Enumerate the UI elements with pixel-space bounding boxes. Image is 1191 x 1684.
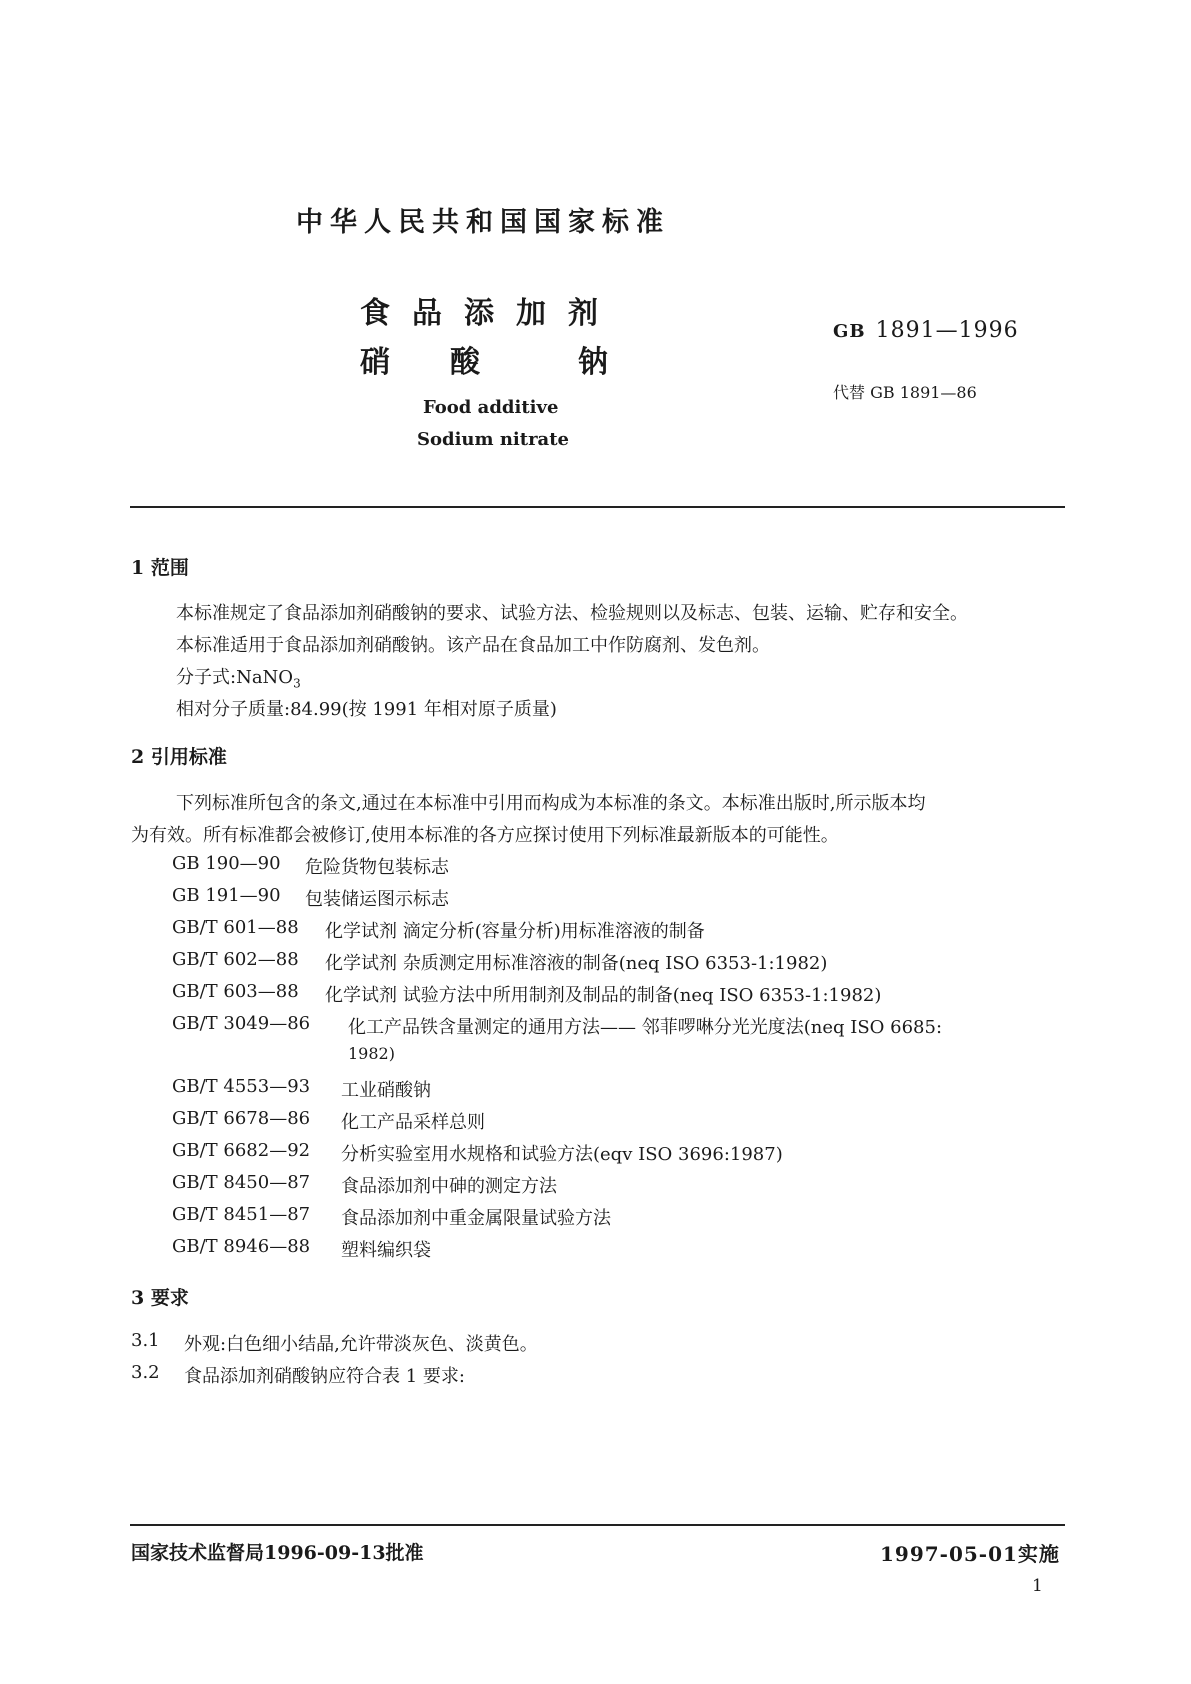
title-cn-line2 xyxy=(360,337,608,381)
approval-date: 国家技术监督局1996-09-13批准 xyxy=(131,1542,424,1564)
section2-intro-line2: 为有效。所有标准都会被修订,使用本标准的各方应探讨使用下列标准最新版本的可能性。 xyxy=(131,825,839,846)
ref-code: GB/T 6678—86 xyxy=(172,1108,311,1129)
standard-prefix: GB xyxy=(833,321,866,342)
ref-title: 食品添加剂中重金属限量试验方法 xyxy=(341,1208,611,1229)
effective-date: 1997-05-01实施 xyxy=(880,1542,1060,1566)
ref-title: 包装储运图示标志 xyxy=(305,889,449,910)
ref-title: 化工产品铁含量测定的通用方法—— 邻菲啰啉分光光度法(neq ISO 6685: xyxy=(348,1017,943,1038)
ref-title: 化学试剂 滴定分析(容量分析)用标准溶液的制备 xyxy=(325,921,705,942)
section2-intro-line1: 下列标准所包含的条文,通过在本标准中引用而构成为本标准的条文。本标准出版时,所示版本均 xyxy=(176,793,926,814)
header-divider xyxy=(130,506,1065,508)
ref-code: GB/T 4553—93 xyxy=(172,1076,311,1097)
clause-text: 食品添加剂硝酸钠应符合表 1 要求: xyxy=(184,1366,465,1387)
formula-subscript: 3 xyxy=(293,676,301,691)
ref-code: GB 190—90 xyxy=(172,853,281,874)
ref-code: GB/T 8946—88 xyxy=(172,1236,311,1257)
ref-code: GB/T 601—88 xyxy=(172,917,299,938)
ref-title: 工业硝酸钠 xyxy=(341,1080,431,1101)
ref-title: 化学试剂 试验方法中所用制剂及制品的制备(neq ISO 6353-1:1982) xyxy=(325,985,882,1006)
title-char-3: 钠 xyxy=(578,345,608,380)
footer-divider xyxy=(130,1524,1065,1526)
clause-number: 3.1 xyxy=(131,1330,160,1351)
ref-title: 食品添加剂中砷的测定方法 xyxy=(341,1176,557,1197)
title-char-2: 酸 xyxy=(450,345,480,380)
formula-text: 分子式:NaNO xyxy=(176,667,294,688)
section1-heading: 1 范围 xyxy=(131,557,189,579)
ref-title-continued: 1982) xyxy=(348,1044,395,1063)
ref-title: 危险货物包装标志 xyxy=(305,857,449,878)
title-en-line2: Sodium nitrate xyxy=(417,429,569,450)
ref-code: GB/T 8451—87 xyxy=(172,1204,311,1225)
title-char-1: 硝 xyxy=(360,345,390,380)
ref-code: GB/T 3049—86 xyxy=(172,1013,311,1034)
national-standard-heading: 中华人民共和国国家标准 xyxy=(296,207,670,238)
standard-code: 1891—1996 xyxy=(875,318,1019,343)
section1-line1: 本标准规定了食品添加剂硝酸钠的要求、试验方法、检验规则以及标志、包装、运输、贮存和安全。 xyxy=(176,603,968,624)
ref-code: GB/T 8450—87 xyxy=(172,1172,311,1193)
standard-number xyxy=(833,318,1019,343)
section3-heading: 3 要求 xyxy=(131,1287,189,1309)
ref-title: 化工产品采样总则 xyxy=(341,1112,485,1133)
ref-code: GB/T 6682—92 xyxy=(172,1140,311,1161)
ref-title: 分析实验室用水规格和试验方法(eqv ISO 3696:1987) xyxy=(341,1144,783,1165)
title-en-line1: Food additive xyxy=(423,397,559,418)
clause-text: 外观:白色细小结晶,允许带淡灰色、淡黄色。 xyxy=(184,1334,538,1355)
clause-number: 3.2 xyxy=(131,1362,160,1383)
ref-code: GB/T 603—88 xyxy=(172,981,299,1002)
page-number: 1 xyxy=(1032,1576,1043,1596)
ref-title: 化学试剂 杂质测定用标准溶液的制备(neq ISO 6353-1:1982) xyxy=(325,953,828,974)
section2-heading: 2 引用标准 xyxy=(131,746,227,768)
section1-line2: 本标准适用于食品添加剂硝酸钠。该产品在食品加工中作防腐剂、发色剂。 xyxy=(176,635,770,656)
ref-code: GB/T 602—88 xyxy=(172,949,299,970)
molecular-mass: 相对分子质量:84.99(按 1991 年相对原子质量) xyxy=(176,699,557,720)
ref-title: 塑料编织袋 xyxy=(341,1240,431,1261)
ref-code: GB 191—90 xyxy=(172,885,281,906)
molecular-formula xyxy=(176,663,301,691)
title-cn-line1: 食品添加剂 xyxy=(360,296,620,331)
replaces-standard: 代替 GB 1891—86 xyxy=(833,383,977,402)
